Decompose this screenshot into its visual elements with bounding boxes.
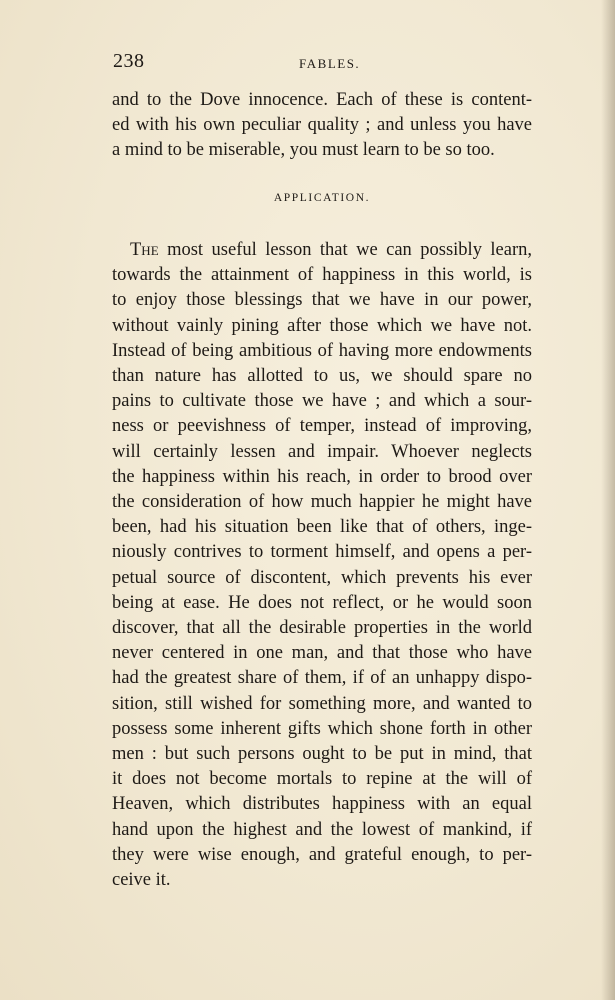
intro-paragraph <box>112 88 532 164</box>
text-line: Instead of being ambitious of having more endowments <box>112 340 532 361</box>
text-line: been, had his situation been like that of others, inge- <box>112 517 532 538</box>
text-line: and to the Dove innocence. Each of these is content- <box>112 90 532 110</box>
text-line: a mind to be miserable, you must learn to be so too. <box>112 140 495 161</box>
text-line: pains to cultivate those we have ; and which a sour- <box>112 391 532 412</box>
text-line: ed with his own peculiar quality ; and unless you have <box>112 115 532 136</box>
text-line: discover, that all the desirable properties in the world <box>112 618 532 639</box>
text-line: possess some inherent gifts which shone forth in other <box>112 718 532 739</box>
text-line: niously contrives to torment himself, and opens a per- <box>112 542 532 563</box>
text-line: without vainly pining after those which we have not. <box>112 315 532 336</box>
application-paragraph <box>112 238 532 893</box>
text-line: ness or peevishness of temper, instead of improving, <box>112 416 532 437</box>
text-line: to enjoy those blessings that we have in our power, <box>112 290 532 311</box>
section-title: APPLICATION. <box>273 192 371 204</box>
running-title: FABLES. <box>299 56 361 71</box>
text-line: petual source of discontent, which prevents his ever <box>112 567 532 588</box>
page-number: 238 <box>113 50 145 72</box>
text-line: towards the attainment of happiness in this world, is <box>112 265 532 286</box>
text-line: the happiness within his reach, in order to brood over <box>112 466 532 487</box>
text-line: Heaven, which distributes happiness with an equal <box>112 794 532 815</box>
text-line: than nature has allotted to us, we should spare no <box>112 366 532 387</box>
page-edge-shadow <box>601 0 615 1000</box>
text-line: the consideration of how much happier he might have <box>112 492 532 513</box>
text-line: will certainly lessen and impair. Whoever neglects <box>112 441 532 462</box>
text-line: being at ease. He does not reflect, or he would soon <box>112 592 532 613</box>
first-line-rest: most useful lesson that we can possibly learn, <box>158 240 532 260</box>
text-line: ceive it. <box>112 870 171 891</box>
text-line: men : but such persons ought to be put in mind, that <box>112 744 532 765</box>
text-line: had the greatest share of them, if of an unhappy dispo- <box>112 668 532 689</box>
page-header <box>113 50 533 76</box>
text-line: it does not become mortals to repine at the will of <box>112 769 532 790</box>
text-line-first <box>112 238 532 263</box>
text-line: never centered in one man, and that those who have <box>112 643 532 664</box>
text-line: hand upon the highest and the lowest of mankind, if <box>112 819 532 840</box>
text-line: they were wise enough, and grateful enough, to per- <box>112 844 532 865</box>
drop-word: The <box>130 240 159 260</box>
text-line: sition, still wished for something more, and wanted to <box>112 693 532 714</box>
